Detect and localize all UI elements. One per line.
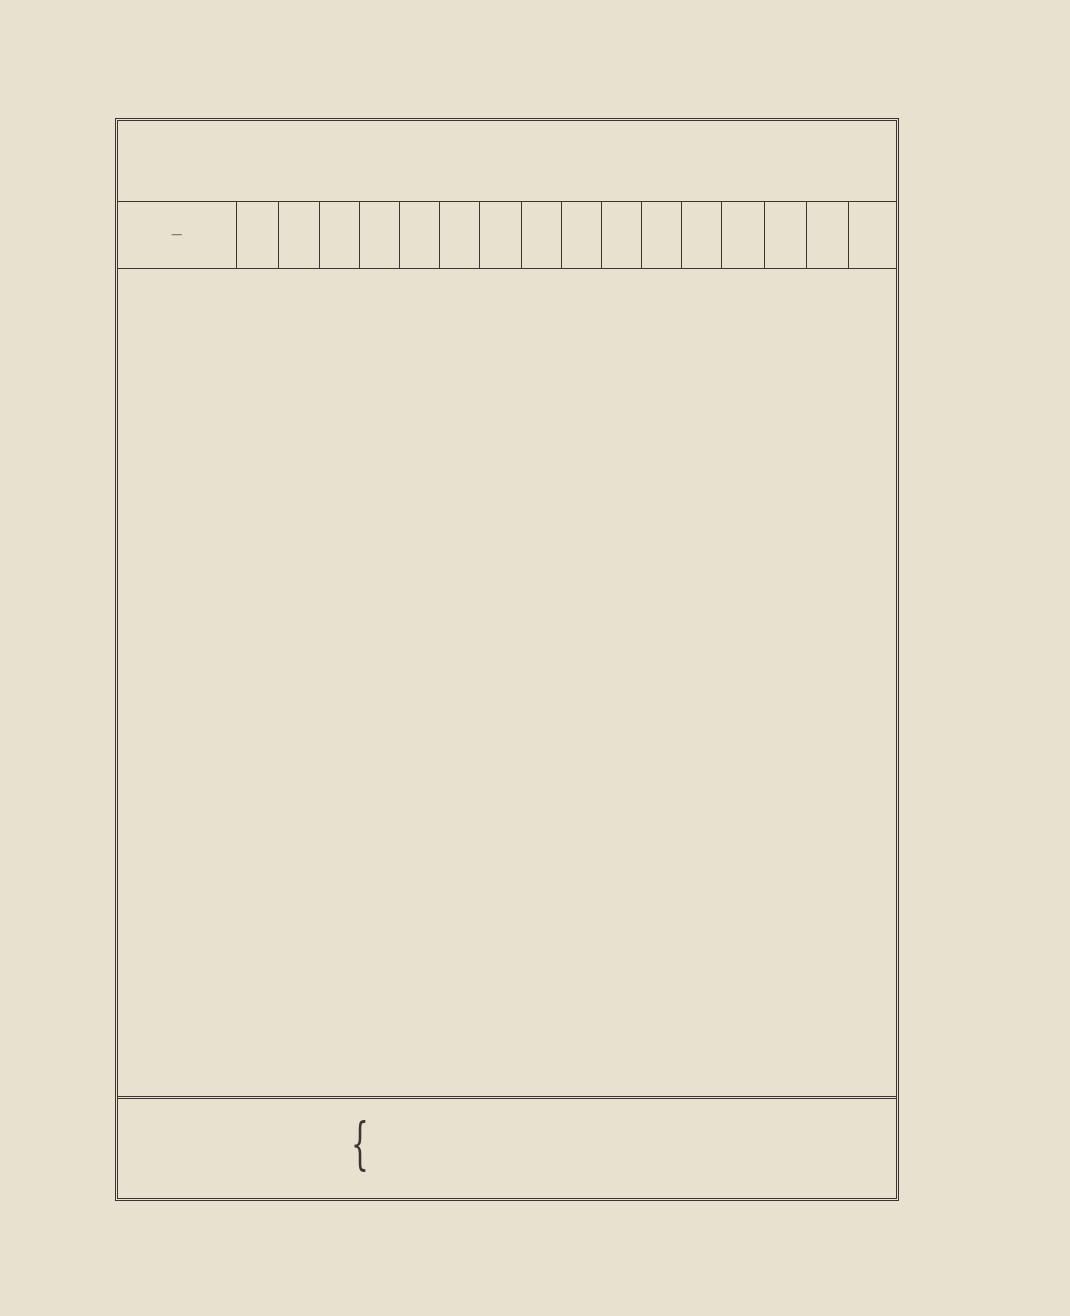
header-row: [118, 202, 896, 269]
maxima-header: [764, 202, 806, 269]
hour-header: [278, 202, 319, 269]
extreme-minima: [370, 1142, 870, 1160]
hour-header: [479, 202, 521, 269]
title-area: [118, 121, 896, 202]
hour-header: [399, 202, 439, 269]
hour-header: [641, 202, 681, 269]
month-header: [118, 202, 236, 269]
minima-header: [806, 202, 848, 269]
variacao-header: [848, 202, 896, 269]
extremes-section: [118, 1096, 896, 1198]
hour-header: [601, 202, 641, 269]
hour-header: [439, 202, 479, 269]
hour-header: [236, 202, 278, 269]
month-dash: —: [171, 228, 183, 241]
hour-header: [359, 202, 399, 269]
extreme-variacao: [370, 1163, 870, 1181]
hour-header: [681, 202, 721, 269]
table-frame: [115, 118, 899, 1201]
humidity-table: [118, 202, 896, 269]
extreme-maxima: [370, 1121, 870, 1139]
hour-header: [319, 202, 359, 269]
hour-header: [561, 202, 601, 269]
media-header: [721, 202, 764, 269]
hour-header: [521, 202, 561, 269]
brace-symbol: {: [351, 1112, 369, 1177]
